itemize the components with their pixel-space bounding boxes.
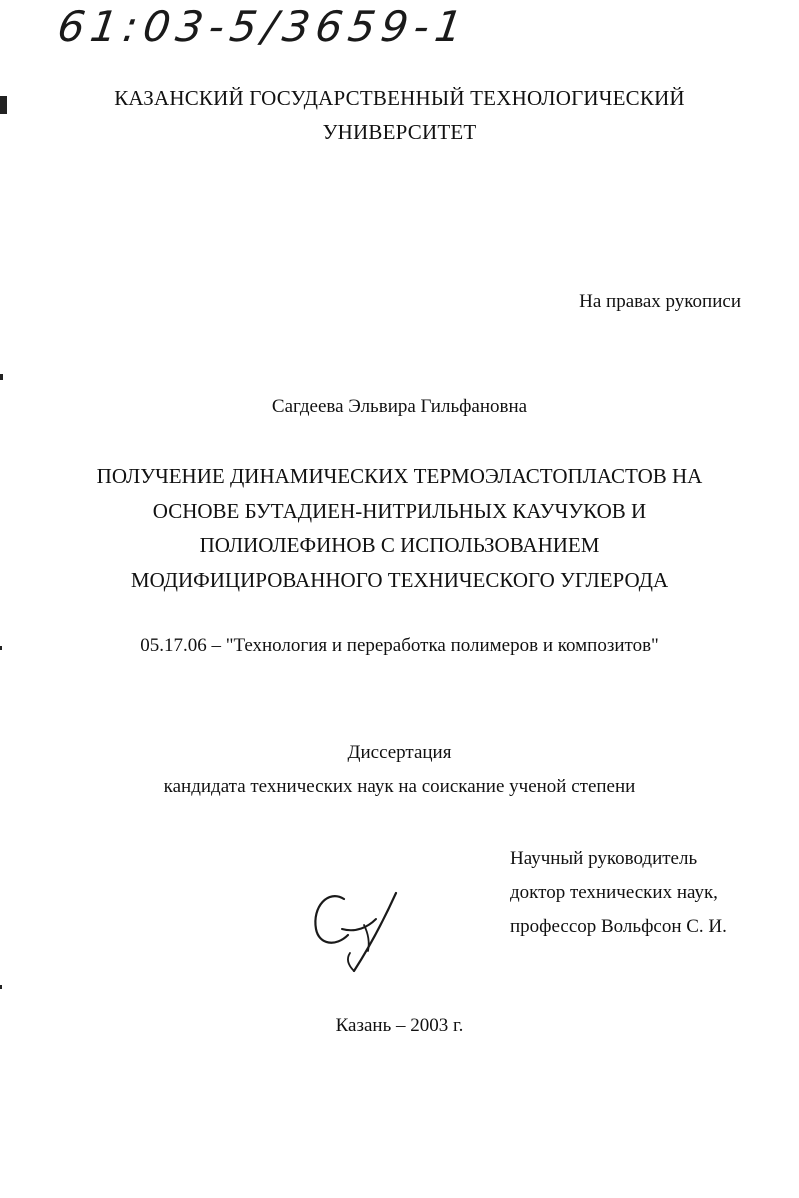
title-line: МОДИФИЦИРОВАННОГО ТЕХНИЧЕСКОГО УГЛЕРОДА [130,567,669,592]
author-name: Сагдеева Эльвира Гильфановна [271,396,528,417]
author-signature [306,885,416,980]
scan-mark [0,374,3,380]
university-name-line2: УНИВЕРСИТЕТ [322,120,477,144]
advisor-role: Научный руководитель [510,848,698,869]
scientific-advisor-block [510,842,727,944]
title-line: ПОЛИОЛЕФИНОВ С ИСПОЛЬЗОВАНИЕМ [199,533,600,557]
degree-statement: кандидата технических наук на соискание ученой степени [163,776,636,797]
dissertation-label: Диссертация [347,742,452,763]
city-and-year: Казань – 2003 г. [335,1015,464,1036]
advisor-degree: доктор технических наук, [510,882,718,903]
university-name-line1: КАЗАНСКИЙ ГОСУДАРСТВЕННЫЙ ТЕХНОЛОГИЧЕСКИЙ [114,86,685,110]
dissertation-title [0,459,799,597]
advisor-name: профессор Вольфсон С. И. [510,916,727,937]
title-line: ПОЛУЧЕНИЕ ДИНАМИЧЕСКИХ ТЕРМОЭЛАСТОПЛАСТОВ НА [96,464,703,488]
title-line: ОСНОВЕ БУТАДИЕН-НИТРИЛЬНЫХ КАУЧУКОВ И [152,498,647,523]
specialty-code: 05.17.06 – "Технология и переработка полимеров и композитов" [140,635,659,656]
scan-mark [0,985,2,989]
manuscript-rights-note: На правах рукописи [579,291,741,312]
handwritten-archive-code: 61:03-5/3659-1 [54,2,472,51]
